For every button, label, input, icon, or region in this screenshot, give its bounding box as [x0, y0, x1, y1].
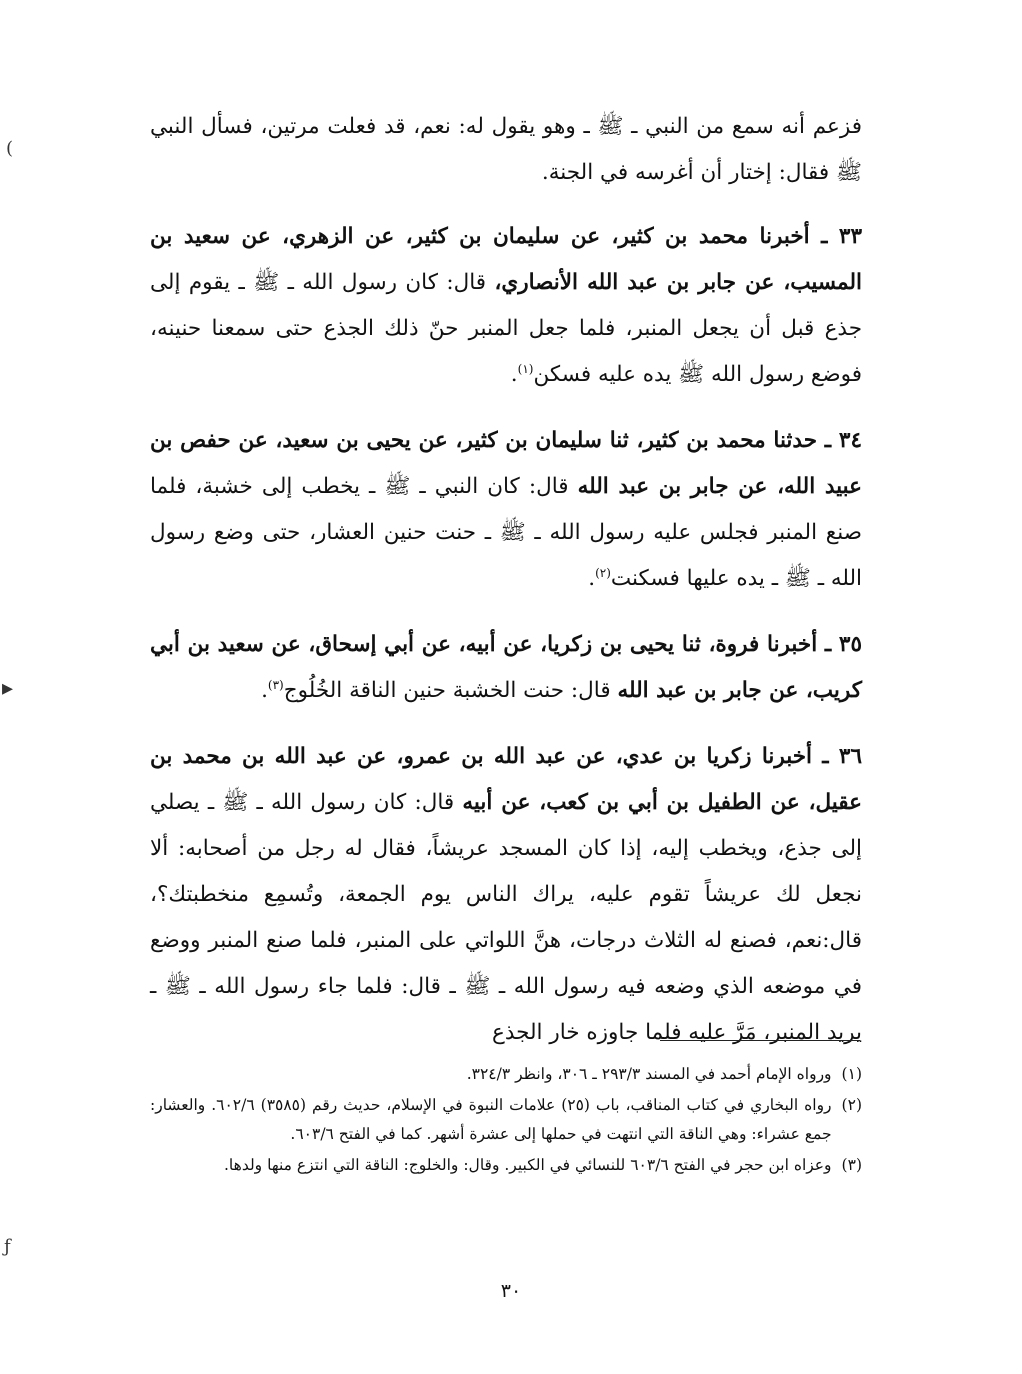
footnote-text: ورواه الإمام أحمد في المسند ٢٩٣/٣ ـ ٣٠٦، وانظر ٣٢٤/٣. [466, 1065, 832, 1083]
isnad-chain: ٣٣ ـ أخبرنا محمد بن كثير، عن سليمان بن كثير، عن الزهري، عن سعيد بن المسيب، عن جابر بن عبد الله الأنصاري، [150, 224, 862, 295]
footnote-text: وعزاه ابن حجر في الفتح ٦٠٣/٦ للنسائي في الكبير. وقال: والخلوج: الناقة التي انتزع منها ولدها. [224, 1156, 832, 1174]
margin-scan-mark: ( [6, 138, 14, 159]
footnote-ref[interactable]: (٣) [267, 677, 284, 692]
footnote-number: (٣) [841, 1156, 862, 1174]
footnote-number: (١) [841, 1065, 862, 1083]
matn-text: قال: كان رسول الله ـ ﷺ ـ يصلي إلى جذع، ويخطب إليه، إذا كان المسجد عريشاً، فقال له رجل من أصحابه: ألا نجعل لك عريشاً تقوم عليه، يراك الناس يوم الجمعة، وتُسمِع منخطبتك؟، قال:نعم، فصنع له الثلاث درجات، هنَّ اللواتي على المنبر، فلما صنع المنبر ووضع في موضعه الذي وضعه فيه رسول الله ـ ﷺ ـ قال: فلما جاء رسول الله ـ ﷺ ـ يريد المنبر، مَرَّ عليه فلما جاوزه خار الجذع [150, 790, 862, 1045]
footnote-3 [150, 1151, 862, 1180]
footnote-ref[interactable]: (٢) [595, 565, 611, 580]
footnote-number: (٢) [841, 1096, 862, 1114]
hadith-34 [150, 418, 862, 602]
footnote-ref[interactable]: (١) [517, 361, 534, 376]
footnote-1 [150, 1060, 862, 1089]
hadith-33 [150, 214, 862, 398]
paragraph-tail: . [588, 566, 596, 591]
isnad-chain: ٣٥ ـ أخبرنا فروة، ثنا يحيى بن زكريا، عن أبيه، عن أبي إسحاق، عن سعيد بن أبي كريب، عن جابر بن عبد الله [150, 632, 862, 703]
paragraph-text: فزعم أنه سمع من النبي ـ ﷺ ـ وهو يقول له: نعم، قد فعلت مرتين، فسأل النبي ﷺ فقال: إختار أن أغرسه في الجنة. [150, 114, 862, 185]
paragraph-tail: . [510, 362, 518, 387]
matn-text: قال: حنت الخشبة حنين الناقة الخُلُوج [283, 678, 618, 703]
page-number: ٣٠ [500, 1280, 522, 1302]
footnote-2 [150, 1091, 862, 1149]
hadith-35 [150, 622, 862, 714]
footnote-text: رواه البخاري في كتاب المناقب، باب (٢٥) علامات النبوة في الإسلام، حديث رقم (٣٥٨٥) ٦٠٢/٦. والعشار: جمع عشراء: وهي الناقة التي انتهت في حملها إلى عشرة أشهر. كما في الفتح ٦٠٣/٦. [150, 1096, 832, 1143]
matn-text: قال: كان النبي ـ ﷺ ـ يخطب إلى خشبة، فلما صنع المنبر فجلس عليه رسول الله ـ ﷺ ـ حنت حنين العشار، حتى وضع رسول الله ـ ﷺ ـ يده عليها فسكنت [150, 474, 862, 591]
paragraph-tail: . [261, 678, 268, 703]
paragraph-continuation [150, 104, 862, 196]
margin-scan-mark: ▸ [2, 676, 14, 701]
hadith-36 [150, 734, 862, 1056]
isnad-chain: ٣٤ ـ حدثنا محمد بن كثير، ثنا سليمان بن كثير، عن يحيى بن سعيد، عن حفص بن عبيد الله، عن جابر بن عبد الله [150, 428, 862, 499]
matn-text: قال: كان رسول الله ـ ﷺ ـ يقوم إلى جذع قبل أن يجعل المنبر، فلما جعل المنبر حنّ ذلك الجذع حتى سمعنا حنينه، فوضع رسول الله ﷺ يده عليه فسكن [150, 270, 862, 387]
isnad-chain: ٣٦ ـ أخبرنا زكريا بن عدي، عن عبد الله بن عمرو، عن عبد الله بن محمد بن عقيل، عن الطفيل بن أبي بن كعب، عن أبيه [150, 744, 862, 815]
footnote-divider [660, 1040, 860, 1041]
main-text [150, 104, 862, 1076]
margin-scan-mark: ƒ [4, 1236, 11, 1257]
footnotes [150, 1060, 862, 1182]
